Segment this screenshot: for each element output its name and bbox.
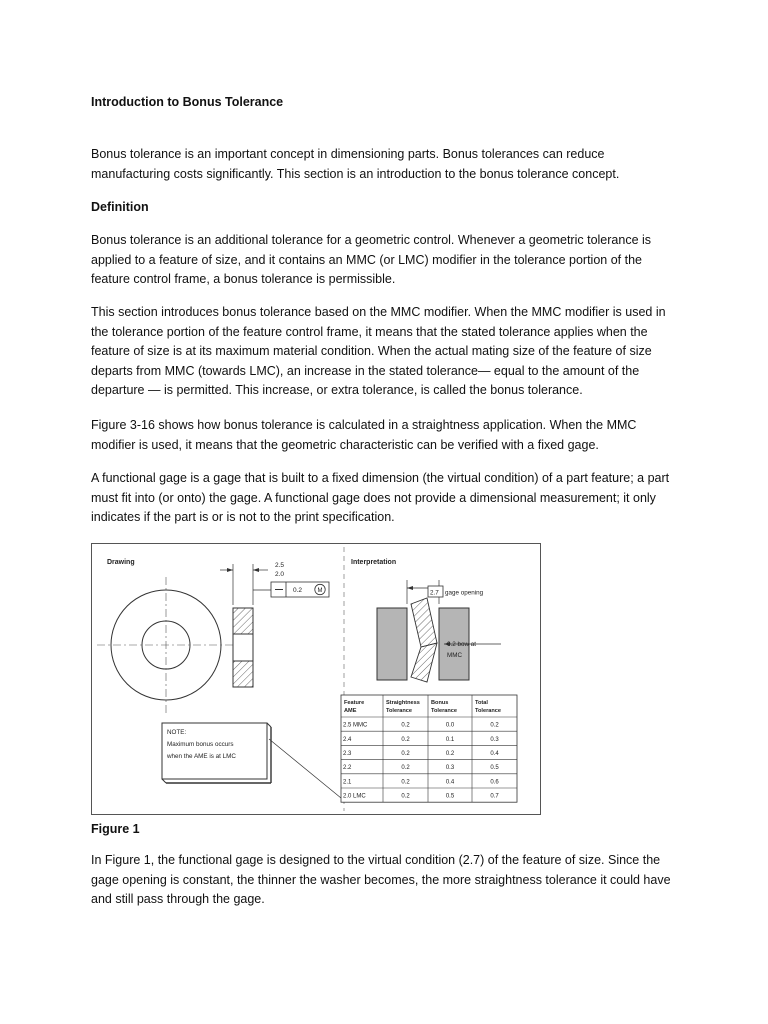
table-header-cell: AME bbox=[344, 708, 357, 714]
figure-reference-paragraph: Figure 3-16 shows how bonus tolerance is calculated in a straightness application. When the MMC modifier is used, it means that the geometric characteristic can be verified with a fixed gage. bbox=[91, 418, 637, 452]
table-cell: 2.5 MMC bbox=[343, 722, 368, 729]
tolerance-table bbox=[341, 695, 517, 802]
table-cell: 0.5 bbox=[490, 765, 499, 772]
doc-title: Introduction to Bonus Tolerance bbox=[91, 95, 284, 109]
table-cell: 0.3 bbox=[445, 765, 455, 772]
definition-paragraph: Bonus tolerance is an additional tolerance for a geometric control. Whenever a geometric tolerance is applied to a feature of size, and it contains an MMC (or LMC) modifier in the tolerance portion of the feature control frame, a bonus tolerance is permissible. bbox=[91, 233, 652, 287]
table-header-cell: Tolerance bbox=[386, 708, 413, 714]
note-line-2: when the AME is at LMC bbox=[167, 753, 236, 760]
table-cell: 0.6 bbox=[490, 779, 499, 786]
dimension-lower: 2.0 bbox=[275, 571, 285, 578]
table-cell: 2.4 bbox=[343, 736, 352, 743]
table-header-cell: Total bbox=[475, 700, 488, 706]
table-cell: 0.2 bbox=[401, 736, 410, 743]
figure-caption: Figure 1 bbox=[91, 822, 140, 836]
fcf-modifier: M bbox=[317, 588, 323, 594]
drawing-label: Drawing bbox=[107, 559, 135, 566]
table-cell: 0.0 bbox=[445, 722, 455, 729]
bow-label-1: 0.2 bow at bbox=[447, 641, 477, 648]
table-cell: 0.2 bbox=[445, 751, 455, 757]
table-cell: 0.2 bbox=[490, 722, 499, 729]
table-cell: 0.1 bbox=[445, 736, 455, 743]
table-cell: 0.2 bbox=[401, 765, 410, 772]
bow-label-2: MMC bbox=[447, 652, 463, 659]
table-header-cell: Tolerance bbox=[475, 708, 502, 714]
table-cell: 0.4 bbox=[490, 751, 499, 757]
note-title: NOTE: bbox=[167, 729, 187, 736]
table-cell: 0.7 bbox=[490, 793, 499, 800]
table-cell: 2.0 LMC bbox=[343, 793, 366, 800]
table-cell: 0.2 bbox=[401, 793, 410, 800]
bonus-tolerance-figure bbox=[91, 543, 541, 815]
definition-heading: Definition bbox=[91, 200, 149, 214]
table-header-cell: Tolerance bbox=[431, 708, 458, 714]
mmc-paragraph: This section introduces bonus tolerance based on the MMC modifier. When the MMC modifier is used in the tolerance portion of the feature control frame, it means that the stated tolerance applies when the feature of size is at its maximum material condition. When the actual mating size of the feature of size departs from MMC (towards LMC), an increase in the stated tolerance— equal to the amount of the departure — is permitted. This increase, or extra tolerance, is called the bonus tolerance. bbox=[91, 305, 666, 398]
table-header-cell: Straightness bbox=[386, 700, 420, 706]
table-cell: 0.3 bbox=[490, 736, 499, 743]
conclusion-paragraph: In Figure 1, the functional gage is designed to the virtual condition (2.7) of the feature of size. Since the gage opening is constant, the thinner the washer becomes, the more straightness tolerance it could have and still pass through the gage. bbox=[91, 853, 671, 907]
table-cell: 2.2 bbox=[343, 765, 352, 772]
table-cell: 0.2 bbox=[401, 751, 410, 757]
dimension-upper: 2.5 bbox=[275, 562, 285, 569]
table-header-cell: Bonus bbox=[431, 700, 449, 706]
interpretation-label: Interpretation bbox=[351, 559, 397, 566]
functional-gage-paragraph: A functional gage is a gage that is built to a fixed dimension (the virtual condition) of a part feature; a part must fit into (or onto) the gage. A functional gage does not provide a dimensional measurement; it only indicates if the part is or is not to the print specification. bbox=[91, 471, 670, 525]
table-cell: 0.2 bbox=[401, 779, 410, 786]
table-cell: 0.2 bbox=[401, 722, 410, 729]
table-cell: 2.1 bbox=[343, 779, 352, 786]
note-line-1: Maximum bonus occurs bbox=[167, 741, 234, 748]
table-header-cell: Feature bbox=[344, 700, 365, 706]
intro-paragraph: Bonus tolerance is an important concept in dimensioning parts. Bonus tolerances can reduce manufacturing costs significantly. This section is an introduction to the bonus tolerance concept. bbox=[91, 147, 620, 181]
gage-value: 2.7 bbox=[430, 589, 439, 597]
fcf-tolerance: 0.2 bbox=[293, 587, 303, 594]
table-cell: 0.4 bbox=[445, 779, 455, 786]
table-cell: 2.3 bbox=[343, 751, 352, 757]
table-cell: 0.5 bbox=[445, 793, 455, 800]
gage-opening-label: gage opening bbox=[445, 589, 484, 597]
